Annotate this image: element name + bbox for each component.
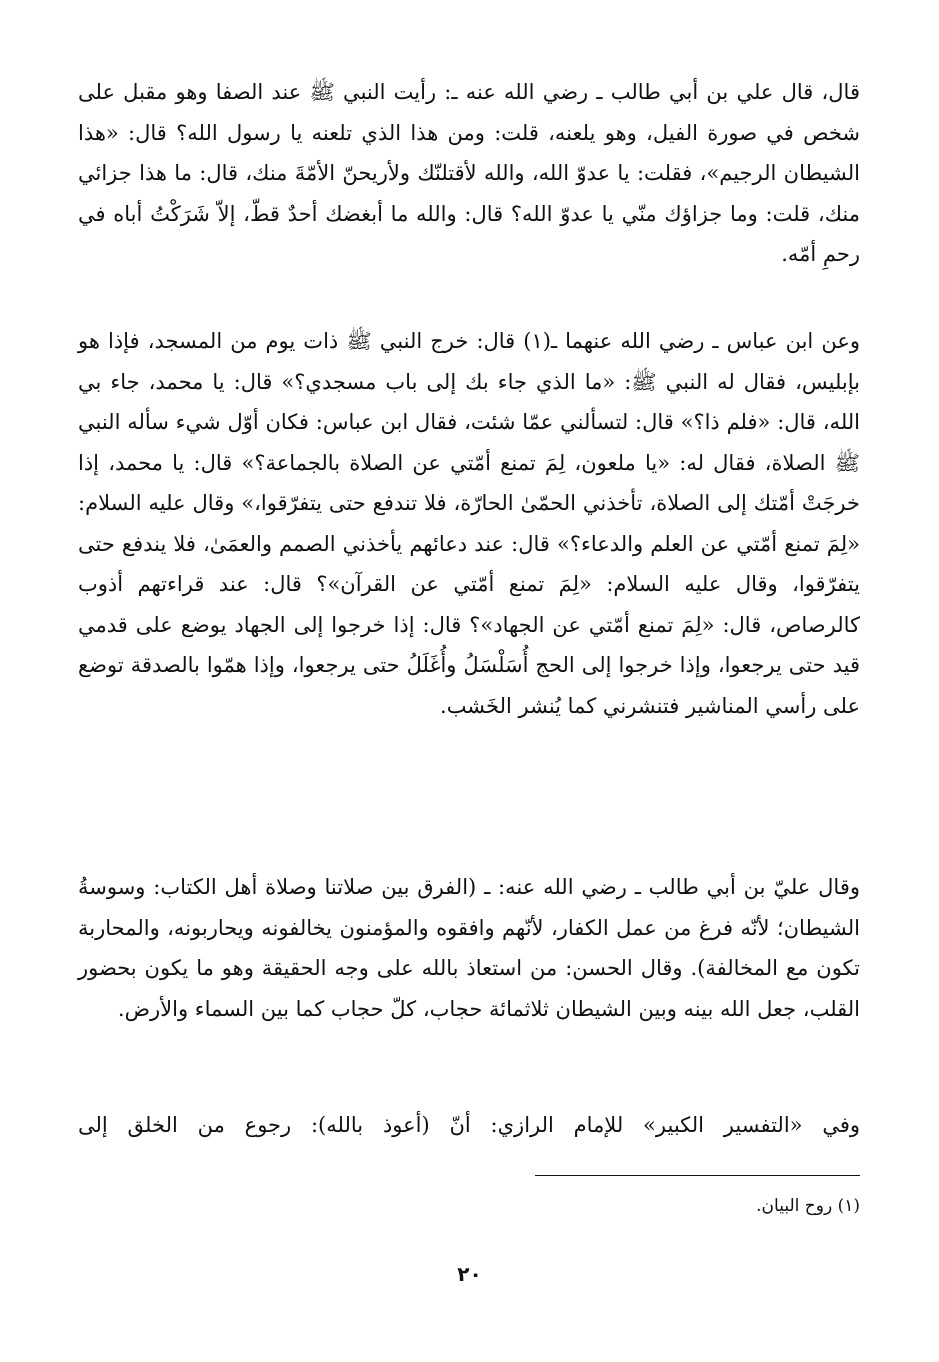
paragraph-1: قال، قال علي بن أبي طالب ـ رضي الله عنه ـ: رأيت النبي ﷺ عند الصفا وهو مقبل على شخص في صورة الفيل، وهو يلعنه، قلت: ومن هذا الذي تلعنه يا رسول الله؟ قال: «هذا الشيطان الرجيم»، فقلت: يا عدوّ الله، والله لأقتلنّك ولأريحنّ الأمّةَ منك، قال: ما هذا جزائي منك، قلت: وما جزاؤك منّي يا عدوّ الله؟ قال: والله ما أبغضك أحدٌ قطّ، إلاّ شَرَكْتُ أباه في رحمِ أمّه.	[78, 80, 860, 266]
footnote-separator	[535, 1175, 860, 1176]
paragraph-2: وعن ابن عباس ـ رضي الله عنهما ـ(١) قال: خرج النبي ﷺ ذات يوم من المسجد، فإذا هو بإبليس، فقال له النبي ﷺ: «ما الذي جاء بك إلى باب مسجدي؟» قال: يا محمد، جاء بي الله، قال: «فلم ذا؟» قال: لتسألني عمّا شئت، فقال ابن عباس: فكان أوّل شيء سأله النبي ﷺ الصلاة، فقال له: «يا ملعون، لِمَ تمنع أمّتي عن الصلاة بالجماعة؟» قال: يا محمد، إذا خرجَتْ أمّتك إلى الصلاة، تأخذني الحمّىٰ الحارّة، فلا تندفع حتى يتفرّقوا،» وقال عليه السلام: «لِمَ تمنع أمّتي عن العلم والدعاء؟» قال: عند دعائهم يأخذني الصمم والعمَىٰ، فلا يندفع حتى يتفرّقوا، وقال عليه السلام: «لِمَ تمنع أمّتي عن القرآن»؟ قال: عند قراءتهم أذوب كالرصاص، قال: «لِمَ تمنع أمّتي عن الجهاد»؟ قال: إذا خرجوا إلى الجهاد يوضع على قدمي قيد حتى يرجعوا، وإذا خرجوا إلى الحج أُسَلْسَلُ وأُغَلَلُ حتى يرجعوا، وإذا همّوا بالصدقة توضع على رأسي المناشير فتنشرني كما يُنشر الخَشب.	[78, 329, 860, 718]
paragraph-3: وقال عليّ بن أبي طالب ـ رضي الله عنه: ـ (الفرق بين صلاتنا وصلاة أهل الكتاب: وسوسةُ الشيطان؛ لأنّه فرغ من عمل الكفار، لأنّهم وافقوه والمؤمنون يخالفونه ويحاربونه، والمحاربة تكون مع المخالفة). وقال الحسن: من استعاذ بالله على وجه الحقيقة وهو ما يكون بحضور القلب، جعل الله بينه وبين الشيطان ثلاثمائة حجاب، كلّ حجاب كما بين السماء والأرض.	[78, 875, 860, 1021]
footnote: (١) روح البيان.	[756, 1196, 860, 1216]
page-number: ٢٠	[457, 1262, 482, 1286]
paragraph-4: وفي «التفسير الكبير» للإمام الرازي: أنّ (أعوذ بالله): رجوع من الخلق إلى	[78, 1113, 860, 1137]
